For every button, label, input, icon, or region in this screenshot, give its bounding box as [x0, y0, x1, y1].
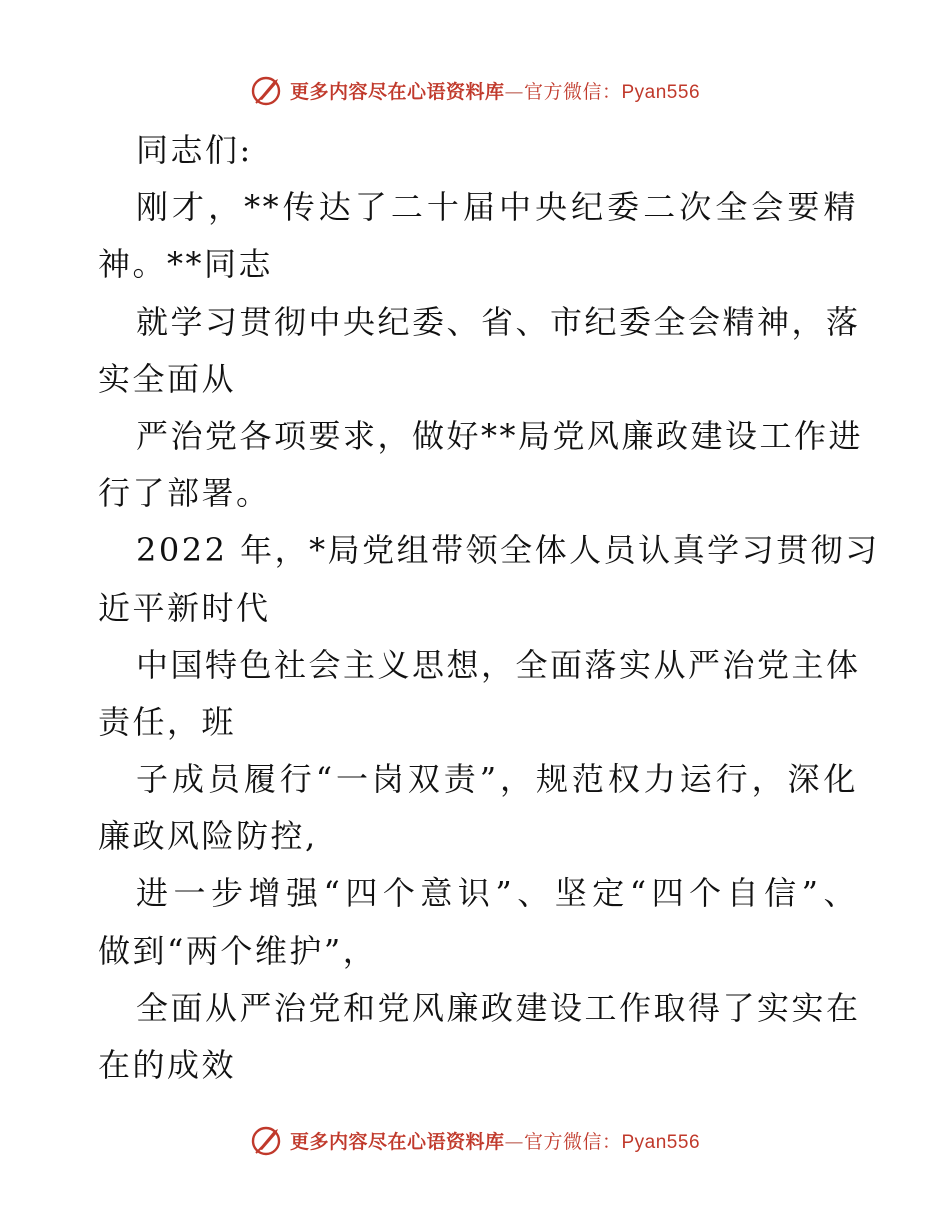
watermark-official-label: 官方微信：: [523, 1130, 622, 1153]
text-line: 全面从严治党和党风廉政建设工作取得了实实在: [136, 988, 861, 1027]
text-line: 行了部署。: [98, 474, 271, 513]
text-line: 近平新时代: [98, 588, 271, 627]
watermark-separator: —: [504, 1130, 524, 1153]
text-line: 子成员履行“一岗双责”，规范权力运行，深化: [136, 760, 858, 799]
footer-watermark: [0, 1120, 950, 1160]
watermark-text: [290, 1127, 700, 1154]
quill-pen-logo-icon: [250, 73, 284, 107]
text-line: 做到“两个维护”，: [98, 931, 378, 970]
watermark-brand: 更多内容尽在心语资料库: [289, 1130, 505, 1153]
text-line: 严治党各项要求，做好**局党风廉政建设工作进: [136, 416, 864, 455]
text-line: 中国特色社会主义思想，全面落实从严治党主体: [136, 645, 861, 684]
watermark-wechat-id: Pyan556: [621, 1131, 701, 1153]
text-line: 神。**同志: [98, 245, 274, 284]
text-line: 2022 年，*局党组带领全体人员认真学习贯彻习: [136, 531, 880, 570]
watermark-official-label: 官方微信：: [523, 80, 622, 103]
header-watermark: [0, 70, 950, 110]
text-line: 就学习贯彻中央纪委、省、市纪委全会精神，落: [136, 302, 861, 341]
text-line: 责任，班: [98, 702, 237, 741]
document-body: [98, 122, 880, 1094]
watermark-wechat-id: Pyan556: [621, 81, 701, 103]
text-line: 实全面从: [98, 359, 237, 398]
text-line: 在的成效: [98, 1046, 237, 1084]
text-line: 刚才，**传达了二十届中央纪委二次全会要精: [136, 188, 858, 227]
text-line: 进一步增强“四个意识”、坚定“四个自信”、: [136, 874, 858, 913]
text-line: 同志们:: [136, 131, 253, 169]
watermark-text: [290, 77, 700, 104]
watermark-separator: —: [504, 80, 524, 103]
quill-pen-logo-icon: [250, 1123, 284, 1157]
text-line: 廉政风险防控,: [98, 817, 318, 856]
watermark-brand: 更多内容尽在心语资料库: [289, 80, 505, 103]
